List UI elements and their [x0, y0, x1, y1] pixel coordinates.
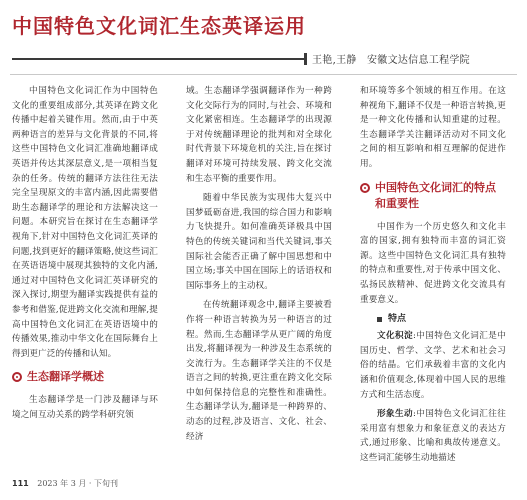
section-bullet-icon: [360, 183, 370, 193]
list-item: [360, 407, 506, 465]
column-3: [360, 84, 506, 470]
issue-date: 2023 年 3 月 · 下旬刊: [37, 479, 118, 488]
section-heading-text: 中国特色文化词汇的特点和重要性: [375, 180, 496, 210]
body-paragraph: 在传统翻译观念中,翻译主要被看作将一种语言转换为另一种语言的过程。然而,生态翻译学从更广阔的角度出发,将翻译视为一种涉及生态系统的交流行为。生态翻译学关注的不仅是语言之间的转换,更注重在跨文化交际中如何保持信息的完整性和准确性。生态翻译学认为,翻译是一种跨界的、动态的过程,涉及语言、文化、社会、经济: [186, 300, 332, 442]
body-paragraph: 生态翻译学是一门涉及翻译与环境之间互动关系的跨学科研究领: [12, 395, 158, 420]
section-heading-eco-translatology: [12, 369, 158, 385]
list-item: [360, 329, 506, 402]
author-byline: 王艳,王静 安徽文达信息工程学院: [312, 55, 470, 66]
body-paragraph: 随着中华民族为实现伟大复兴中国梦砥砺奋进,我国的综合国力和影响力飞快提升。如何准确英译极具中国特色的传统关键词和当代关键词,事关国际社会能否正确了解中国思想和中国立场;事关中国在国际上的话语权和国际事务上的主动权。: [186, 193, 332, 291]
item-text: :中国特色文化词汇往往采用富有想象力和象征意义的表达方式,通过形象、比喻和典故传递意义。这些词汇能够生动地描述: [360, 409, 506, 463]
item-label: 文化积淀: [377, 331, 413, 342]
subheading-text: 特点: [388, 314, 407, 325]
item-label: 形象生动: [377, 409, 413, 420]
body-paragraph: 域。生态翻译学强调翻译作为一种跨文化交际行为的同时,与社会、环境和文化紧密相连。生态翻译学的出现源于对传统翻译理论的批判和对全球化时代背景下环境危机的关注,旨在探讨翻译对环境可持续发展、跨文化交流和生态平衡的重要作用。: [186, 86, 332, 184]
column-1: [12, 84, 158, 427]
intro-paragraph: 中国特色文化词汇作为中国特色文化的重要组成部分,其英译在跨文化传播中起着关键作用。然而,由于中英两种语言的差异与文化背景的不同,将这些中国特色文化词汇准确地翻译成英语并传达其深层意义,是一项相当复杂的任务。传统的翻译方法往往无法完全呈现原文的丰富内涵,因此需要借助生态翻译学的理论和方法解决这一问题。本研究旨在探讨在生态翻译学视角下,针对中国特色文化词汇英译的问题,找到更好的翻译策略,使这些词汇在英语语境中展现其独特的文化内涵,通过对中国特色文化词汇英译研究的深入探讨,期望为翻译实践提供有益的参考和借鉴,促进跨文化交流和理解,提高中国特色文化词汇在英语语境中的传播效果,推动中华文化在国际舞台上得到更广泛的传播和认知。: [12, 86, 158, 359]
body-paragraph: 中国作为一个历史悠久和文化丰富的国家,拥有独特而丰富的词汇资源。这些中国特色文化词汇具有独特的特点和重要性,对于传承中国文化、弘扬民族精神、促进跨文化交流具有重要意义。: [360, 221, 506, 305]
header-divider: [10, 74, 517, 75]
column-2: [186, 84, 332, 449]
item-text: :中国特色文化词汇是中国历史、哲学、文学、艺术和社会习俗的结晶。它们承载着丰富的文化内涵和价值观念,体现着中国人民的思维方式和生活态度。: [360, 331, 506, 400]
page-number: 111: [12, 479, 29, 488]
square-bullet-icon: [377, 317, 382, 322]
byline-marker: [304, 53, 307, 65]
body-paragraph: 和环境等多个领域的相互作用。在这种视角下,翻译不仅是一种语言转换,更是一种文化传播和认知重建的过程。生态翻译学关注翻译活动对不同文化之间的相互影响和相互理解的促进作用。: [360, 86, 506, 169]
subheading-features: [360, 312, 506, 326]
page-footer: [12, 478, 118, 489]
article-title: 中国特色文化词汇生态英译运用: [12, 14, 306, 38]
byline-rule: [12, 58, 304, 60]
section-heading-features: [360, 180, 506, 212]
section-heading-text: 生态翻译学概述: [27, 370, 104, 384]
section-bullet-icon: [12, 372, 22, 382]
